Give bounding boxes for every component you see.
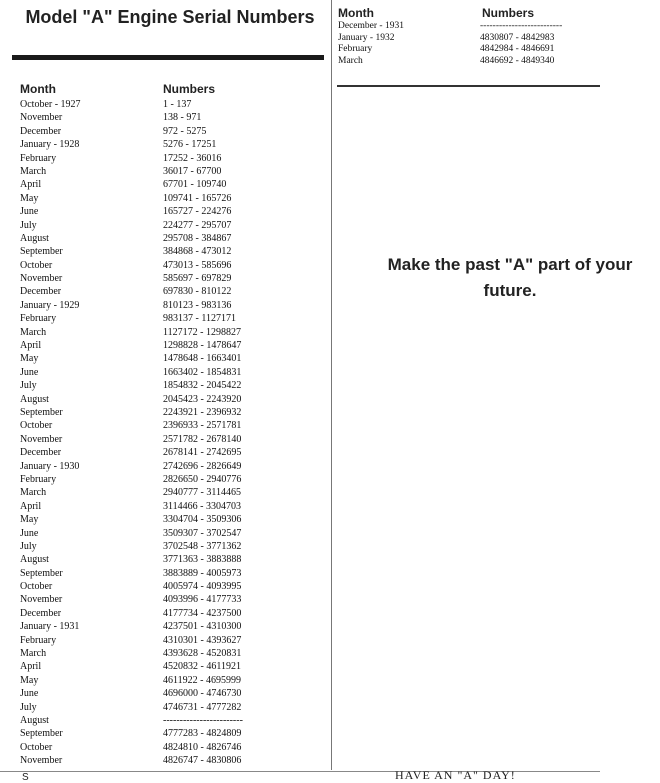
month-cell: July	[20, 380, 37, 392]
table-row	[20, 674, 320, 687]
month-cell: June	[20, 527, 39, 539]
serial-range-cell: 1298828 - 1478647	[163, 340, 242, 352]
side-serial-table	[338, 21, 600, 67]
table-row	[20, 138, 320, 151]
serial-range-cell: 2940777 - 3114465	[163, 487, 241, 499]
serial-range-cell: 4611922 - 4695999	[163, 674, 241, 686]
serial-range-cell: 36017 - 67700	[163, 165, 222, 177]
main-numbers-header: Numbers	[163, 82, 216, 96]
serial-range-cell: 585697 - 697829	[163, 273, 232, 285]
month-cell: April	[20, 340, 42, 352]
table-row	[20, 741, 320, 754]
table-row	[20, 580, 320, 593]
table-row	[20, 660, 320, 673]
serial-range-cell: 4846692 - 4849340	[480, 55, 555, 66]
table-row	[20, 486, 320, 499]
table-row	[20, 152, 320, 165]
month-cell: May	[20, 192, 39, 204]
serial-range-cell: 2045423 - 2243920	[163, 393, 242, 405]
month-cell: April	[20, 500, 42, 512]
month-cell: September	[20, 567, 63, 579]
table-row	[20, 178, 320, 191]
table-row	[20, 125, 320, 138]
month-cell: February	[20, 634, 57, 646]
table-row	[338, 21, 600, 33]
serial-range-cell: 3509307 - 3702547	[163, 527, 242, 539]
serial-range-cell: 3304704 - 3509306	[163, 514, 242, 526]
table-row	[20, 513, 320, 526]
table-row	[20, 272, 320, 285]
table-row	[20, 473, 320, 486]
serial-range-cell: 4520832 - 4611921	[163, 661, 241, 673]
serial-range-cell: 4696000 - 4746730	[163, 688, 242, 700]
table-row	[20, 192, 320, 205]
serial-range-cell: 4824810 - 4826746	[163, 741, 242, 753]
month-cell: August	[20, 232, 49, 244]
month-cell: November	[20, 755, 63, 767]
table-row	[20, 406, 320, 419]
table-row	[20, 714, 320, 727]
serial-range-cell: 1 - 137	[163, 99, 192, 110]
column-divider	[331, 0, 332, 770]
serial-range-cell: 4393628 - 4520831	[163, 648, 242, 660]
month-cell: September	[20, 246, 63, 258]
title-rule	[12, 55, 324, 60]
serial-range-cell: 2742696 - 2826649	[163, 460, 242, 472]
serial-range-cell: 138 - 971	[163, 112, 202, 124]
side-numbers-header: Numbers	[482, 6, 535, 20]
month-cell: May	[20, 674, 39, 686]
month-cell: February	[20, 473, 57, 485]
serial-range-cell: --------------------------	[480, 21, 563, 31]
side-table-rule	[337, 85, 600, 87]
month-cell: July	[20, 219, 37, 231]
table-row	[20, 352, 320, 365]
serial-range-cell: 3771363 - 3883888	[163, 554, 242, 566]
month-cell: February	[20, 152, 57, 164]
table-row	[20, 245, 320, 258]
month-cell: November	[20, 594, 63, 606]
month-cell: June	[20, 366, 39, 378]
table-row	[20, 687, 320, 700]
side-month-header: Month	[338, 6, 374, 20]
month-cell: December - 1931	[338, 21, 404, 31]
serial-range-cell: 1854832 - 2045422	[163, 380, 242, 392]
serial-range-cell: 3883889 - 4005973	[163, 567, 242, 579]
month-cell: January - 1928	[20, 139, 80, 151]
serial-range-cell: 983137 - 1127171	[163, 313, 236, 325]
table-row	[20, 446, 320, 459]
table-row	[20, 326, 320, 339]
table-row	[20, 593, 320, 606]
serial-range-cell: 4746731 - 4777282	[163, 701, 242, 713]
serial-range-cell: 972 - 5275	[163, 125, 207, 137]
table-row	[338, 33, 600, 45]
main-serial-table	[20, 98, 320, 768]
table-row	[20, 232, 320, 245]
table-row	[20, 527, 320, 540]
month-cell: May	[20, 353, 39, 365]
table-row	[20, 540, 320, 553]
month-cell: July	[20, 540, 37, 552]
table-row	[20, 607, 320, 620]
month-cell: February	[338, 44, 373, 54]
month-cell: March	[20, 326, 47, 338]
month-cell: October	[20, 259, 53, 271]
serial-range-cell: 4005974 - 4093995	[163, 581, 242, 593]
month-cell: September	[20, 406, 63, 418]
page-title: Model "A" Engine Serial Numbers	[25, 7, 315, 27]
serial-range-cell: 4826747 - 4830806	[163, 755, 242, 767]
month-cell: February	[20, 313, 57, 325]
serial-range-cell: 697830 - 810122	[163, 286, 232, 298]
month-cell: April	[20, 179, 42, 191]
table-row	[20, 433, 320, 446]
serial-range-cell: 4830807 - 4842983	[480, 32, 555, 43]
serial-range-cell: 4842984 - 4846691	[480, 44, 555, 54]
serial-range-cell: 295708 - 384867	[163, 232, 232, 244]
month-cell: March	[20, 487, 47, 499]
serial-range-cell: ------------------------	[163, 714, 243, 726]
month-cell: January - 1931	[20, 621, 80, 633]
serial-range-cell: 2571782 - 2678140	[163, 433, 242, 445]
tagline: Make the past "A" part of your future.	[387, 255, 633, 300]
table-row	[20, 165, 320, 178]
month-cell: November	[20, 112, 63, 124]
table-row	[20, 98, 320, 111]
table-row	[20, 111, 320, 124]
serial-range-cell: 165727 - 224276	[163, 206, 232, 218]
table-row	[20, 500, 320, 513]
table-row	[20, 339, 320, 352]
serial-range-cell: 1127172 - 1298827	[163, 326, 241, 338]
serial-range-cell: 17252 - 36016	[163, 152, 222, 164]
serial-range-cell: 4177734 - 4237500	[163, 607, 242, 619]
month-cell: May	[20, 514, 39, 526]
serial-range-cell: 4093996 - 4177733	[163, 594, 242, 606]
month-cell: April	[20, 661, 42, 673]
table-row	[338, 56, 600, 68]
table-row	[20, 393, 320, 406]
serial-range-cell: 109741 - 165726	[163, 192, 232, 204]
table-row	[20, 727, 320, 740]
footer-slogan: HAVE AN "A" DAY!	[395, 768, 516, 782]
table-row	[20, 312, 320, 325]
month-cell: August	[20, 554, 49, 566]
month-cell: January - 1932	[338, 32, 395, 43]
table-row	[20, 634, 320, 647]
serial-range-cell: 2678141 - 2742695	[163, 447, 242, 459]
month-cell: June	[20, 688, 39, 700]
serial-range-cell: 384868 - 473012	[163, 246, 232, 258]
serial-range-cell: 4777283 - 4824809	[163, 728, 242, 740]
table-row	[20, 620, 320, 633]
table-row	[20, 701, 320, 714]
month-cell: November	[20, 433, 63, 445]
table-row	[20, 205, 320, 218]
month-cell: March	[20, 165, 47, 177]
serial-range-cell: 2826650 - 2940776	[163, 473, 242, 485]
month-cell: October - 1927	[20, 99, 81, 110]
month-cell: January - 1930	[20, 460, 80, 472]
month-cell: December	[20, 286, 62, 298]
serial-range-cell: 810123 - 983136	[163, 299, 232, 311]
serial-range-cell: 473013 - 585696	[163, 259, 232, 271]
table-row	[20, 379, 320, 392]
serial-range-cell: 5276 - 17251	[163, 139, 217, 151]
month-cell: August	[20, 393, 49, 405]
month-cell: July	[20, 701, 37, 713]
table-row	[20, 219, 320, 232]
serial-range-cell: 1478648 - 1663401	[163, 353, 242, 365]
month-cell: September	[20, 728, 63, 740]
month-cell: November	[20, 273, 63, 285]
month-cell: December	[20, 447, 62, 459]
serial-range-cell: 67701 - 109740	[163, 179, 227, 191]
table-row	[20, 285, 320, 298]
main-month-header: Month	[20, 82, 56, 96]
serial-range-cell: 224277 - 295707	[163, 219, 232, 231]
month-cell: August	[20, 714, 49, 726]
month-cell: June	[20, 206, 39, 218]
month-cell: October	[20, 420, 53, 432]
month-cell: January - 1929	[20, 299, 80, 311]
table-row	[338, 44, 600, 56]
serial-range-cell: 1663402 - 1854831	[163, 366, 242, 378]
table-row	[20, 259, 320, 272]
serial-range-cell: 2396933 - 2571781	[163, 420, 242, 432]
table-row	[20, 460, 320, 473]
table-row	[20, 754, 320, 767]
table-row	[20, 553, 320, 566]
table-row	[20, 419, 320, 432]
month-cell: December	[20, 125, 62, 137]
month-cell: October	[20, 581, 53, 593]
table-row	[20, 647, 320, 660]
serial-range-cell: 4237501 - 4310300	[163, 621, 242, 633]
month-cell: December	[20, 607, 62, 619]
serial-range-cell: 4310301 - 4393627	[163, 634, 242, 646]
table-row	[20, 567, 320, 580]
month-cell: March	[338, 55, 363, 66]
month-cell: October	[20, 741, 53, 753]
footer-left-text: S	[22, 772, 29, 783]
table-row	[20, 366, 320, 379]
serial-range-cell: 2243921 - 2396932	[163, 406, 242, 418]
table-row	[20, 299, 320, 312]
month-cell: March	[20, 648, 47, 660]
serial-range-cell: 3702548 - 3771362	[163, 540, 242, 552]
serial-range-cell: 3114466 - 3304703	[163, 500, 241, 512]
